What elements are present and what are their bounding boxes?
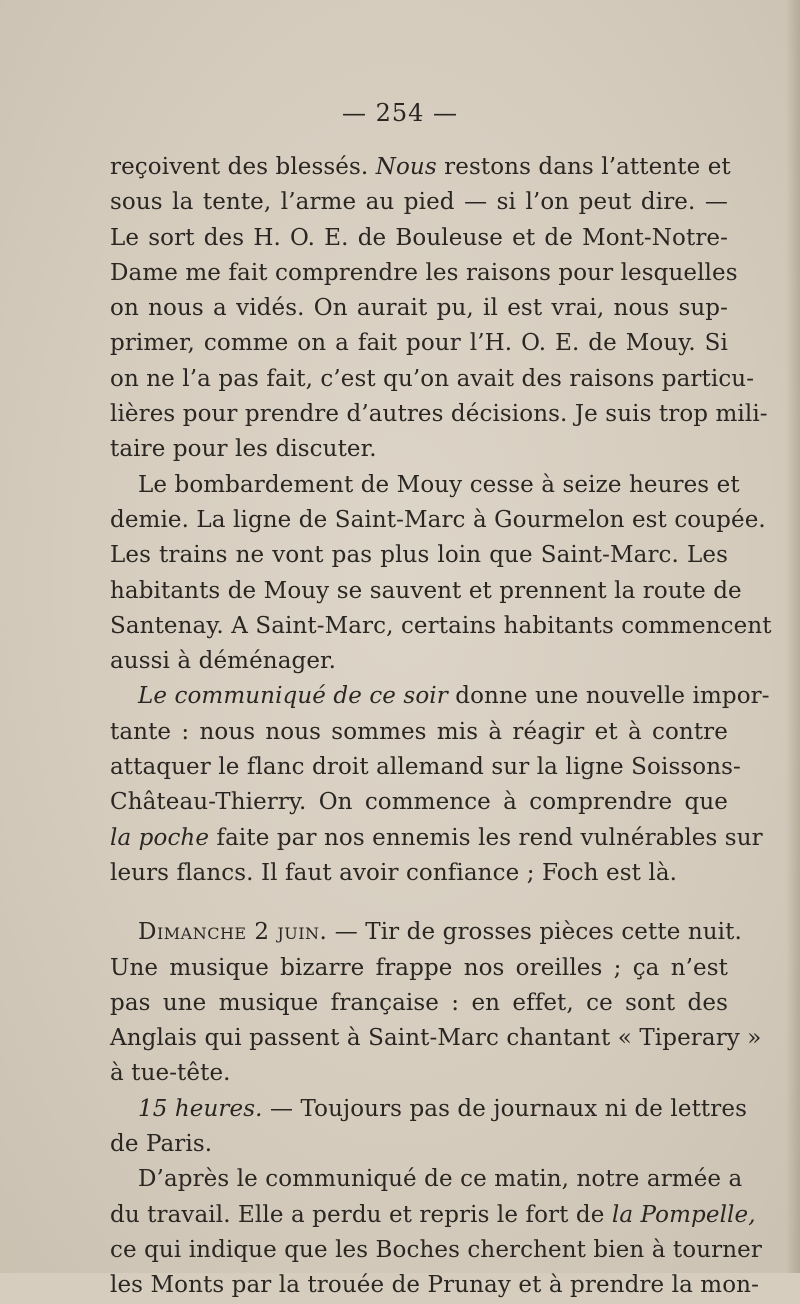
text-line: lières pour prendre d’autres décisions. Je suis trop mili-: [110, 401, 768, 428]
text-line: aussi à déménager.: [110, 648, 337, 675]
text-line: Dimanche 2 juin. — Tir de grosses pièces cette nuit.: [138, 919, 742, 946]
text-line: demie. La ligne de Saint-Marc à Gourmelon est coupée.: [110, 506, 766, 533]
text-line: taire pour les discuter.: [110, 436, 377, 463]
text-line: Dame me fait comprendre les raisons pour lesquelles: [110, 259, 738, 286]
text-line: Château-Thierry. On commence à comprendre que: [110, 789, 728, 816]
text-line: D’après le communiqué de ce matin, notre armée a: [138, 1166, 743, 1193]
text-line: Le bombardement de Mouy cesse à seize heures et: [138, 471, 740, 498]
paragraph-3: [110, 679, 770, 891]
body-text: [110, 150, 772, 1304]
text-line: de Paris.: [110, 1131, 213, 1158]
text-line: ce qui indique que les Boches cherchent bien à tourner: [110, 1236, 762, 1263]
text-line: pas une musique française : en effet, ce sont des: [110, 989, 728, 1016]
text-line: sous la tente, l’arme au pied — si l’on peut dire. —: [110, 189, 728, 216]
text-line: à tue-tête.: [110, 1060, 231, 1087]
text-line: Les trains ne vont pas plus loin que Saint-Marc. Les: [110, 542, 728, 569]
text-line: Le communiqué de ce soir donne une nouvelle impor-: [138, 683, 770, 710]
paragraph-2: [110, 468, 772, 680]
text-line: reçoivent des blessés. Nous restons dans l’attente et: [110, 154, 731, 180]
text-line: du travail. Elle a perdu et repris le fort de la Pompelle,: [110, 1201, 756, 1228]
text-line: tante : nous nous sommes mis à réagir et à contre: [110, 718, 728, 745]
text-line: la poche faite par nos ennemis les rend vulnérables sur: [110, 824, 763, 851]
text-line: Santenay. A Saint-Marc, certains habitants commencent: [110, 612, 772, 639]
text-line: Anglais qui passent à Saint-Marc chantant « Tiperary »: [110, 1025, 762, 1052]
page-number: — 254 —: [341, 99, 459, 127]
paragraph-6: [110, 1162, 762, 1303]
paragraph-5: [110, 1092, 747, 1163]
text-line: les Monts par la trouée de Prunay et à prendre la mon-: [110, 1272, 759, 1299]
text-line: habitants de Mouy se sauvent et prennent la route de: [110, 577, 742, 604]
text-line: on nous a vidés. On aurait pu, il est vrai, nous sup-: [110, 295, 728, 322]
text-line: leurs flancs. Il faut avoir confiance ; Foch est là.: [110, 859, 678, 886]
text-line: 15 heures. — Toujours pas de journaux ni de lettres: [138, 1095, 747, 1122]
date-heading: Dimanche 2 juin.: [138, 919, 328, 946]
paragraph-4: [110, 915, 762, 1091]
text-line: Une musique bizarre frappe nos oreilles ; ça n’est: [110, 954, 728, 981]
text-line: Le sort des H. O. E. de Bouleuse et de Mont-Notre-: [110, 224, 728, 251]
text-line: on ne l’a pas fait, c’est qu’on avait des raisons particu-: [110, 365, 755, 392]
paragraph-1: [110, 150, 768, 468]
time-heading: 15 heures.: [138, 1095, 263, 1122]
text-line: attaquer le flanc droit allemand sur la ligne Soissons-: [110, 754, 741, 781]
section-gap: [110, 891, 728, 915]
page-edge-shadow: [786, 0, 800, 1273]
text-line: primer, comme on a fait pour l’H. O. E. de Mouy. Si: [110, 330, 728, 357]
